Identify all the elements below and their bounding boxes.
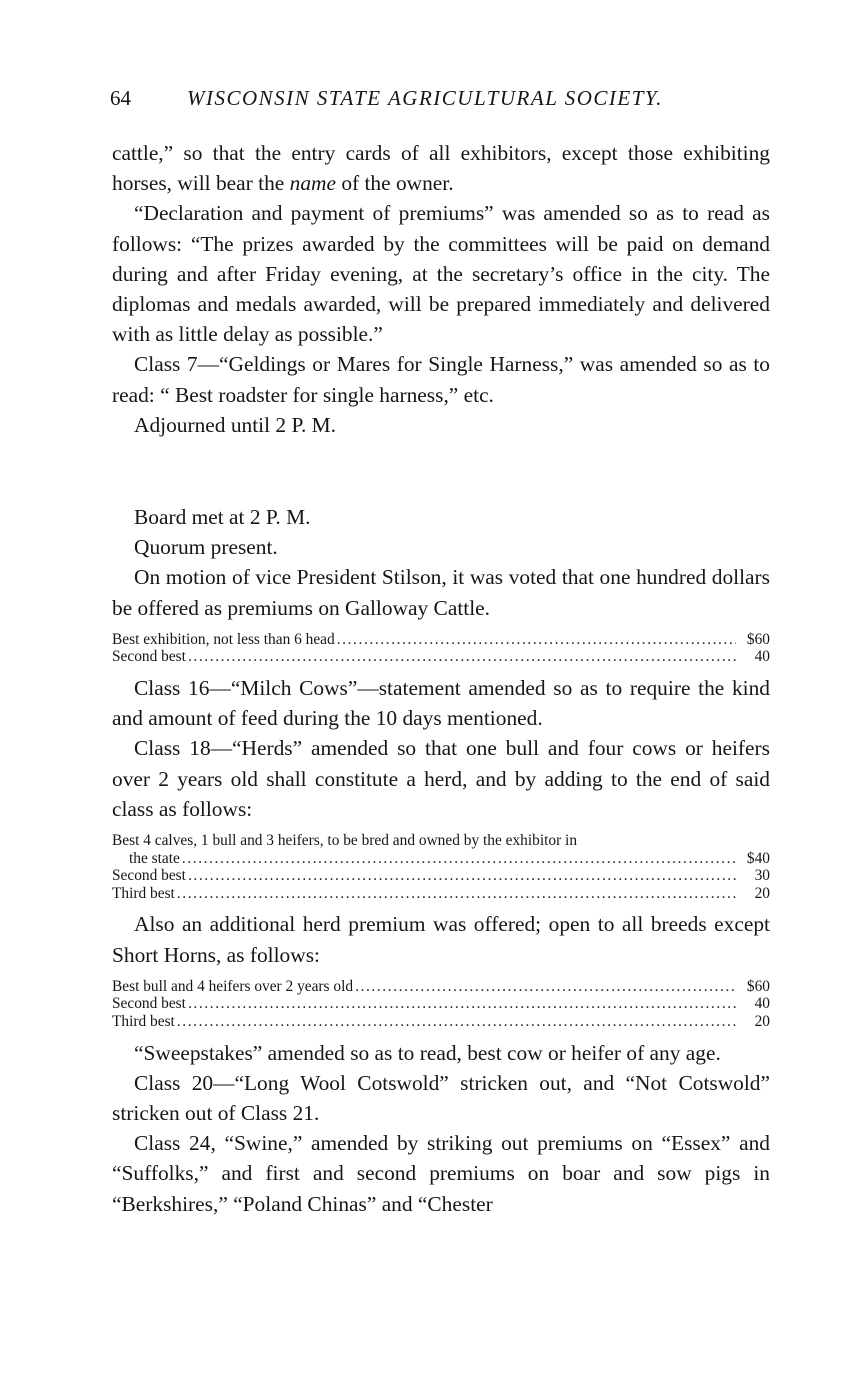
paragraph-class-7: Class 7—“Geldings or Mares for Single Harness,” was amended so as to read: “ Best roadster for single harness,” etc. — [112, 352, 770, 407]
premium-amount: 40 — [754, 648, 770, 666]
dot-leader — [182, 850, 736, 868]
premium-row — [112, 648, 770, 666]
dot-leader — [188, 867, 736, 885]
premium-label: Third best — [112, 1013, 175, 1031]
premium-row — [112, 995, 770, 1013]
page-header — [110, 86, 770, 116]
galloway-premium-list — [112, 631, 770, 666]
premium-heading-line: Best 4 calves, 1 bull and 3 heifers, to be bred and owned by the exhibitor in — [112, 832, 578, 850]
paragraph-board-met: Board met at 2 P. M. — [134, 505, 311, 530]
dot-leader — [188, 648, 736, 666]
premium-label: Best exhibition, not less than 6 head — [112, 630, 335, 648]
paragraph-text: cattle,” so that the entry cards of all exhibitors, except those exhibiting horses, will bear the — [112, 141, 770, 196]
paragraph-class-20: Class 20—“Long Wool Cotswold” stricken out, and “Not Cotswold” stricken out of Class 21. — [112, 1070, 770, 1126]
premium-row — [112, 1013, 770, 1031]
dot-leader — [177, 1013, 736, 1031]
premium-row — [112, 850, 770, 868]
premium-label: Second best — [112, 867, 186, 885]
paragraph-entry-cards — [112, 138, 770, 198]
premium-label: the state — [129, 849, 180, 867]
premium-amount: 40 — [754, 995, 770, 1013]
calves-premium-list — [112, 832, 770, 902]
paragraph-class-24: Class 24, “Swine,” amended by striking out premiums on “Essex” and “Suffolks,” and first and second premiums on boar and sow pigs in “Berkshires,” “Poland Chinas” and “Chester — [112, 1131, 770, 1216]
page-body — [112, 138, 770, 1219]
premium-amount: $60 — [746, 977, 770, 995]
herd-premium-list — [112, 978, 770, 1031]
dot-leader — [337, 631, 736, 649]
paragraph-text-end: of the owner. — [335, 171, 454, 196]
premium-label: Second best — [112, 648, 186, 666]
paragraph-declaration: “Declaration and payment of premiums” was amended so as to read as follows: “The prizes awarded by the committees will be paid on demand during and after Friday evening, at the secretary’s office in the city. The diplomas and medals awarded, will be prepared immediately and delivered with as little delay as possible.” — [112, 201, 770, 347]
paragraph-adjourned: Adjourned until 2 P. M. — [134, 412, 337, 437]
premium-amount: 30 — [754, 867, 770, 885]
premium-amount: $60 — [746, 630, 770, 648]
premium-label: Third best — [112, 884, 175, 902]
premium-row — [112, 631, 770, 649]
page-number: 64 — [110, 86, 131, 110]
premium-amount: $40 — [746, 849, 770, 867]
dot-leader — [355, 978, 736, 996]
paragraph-sweepstakes: “Sweepstakes” amended so as to read, best cow or heifer of any age. — [134, 1040, 721, 1065]
emphasis-name: name — [289, 171, 336, 196]
premium-row — [112, 867, 770, 885]
premium-row — [112, 978, 770, 996]
paragraph-class-18: Class 18—“Herds” amended so that one bull and four cows or heifers over 2 years old shall constitute a herd, and by adding to the end of said class as follows: — [112, 736, 770, 821]
running-title: WISCONSIN STATE AGRICULTURAL SOCIETY. — [187, 86, 663, 110]
dot-leader — [188, 995, 736, 1013]
premium-label: Best bull and 4 heifers over 2 years old — [112, 977, 354, 995]
paragraph-additional-herd: Also an additional herd premium was offered; open to all breeds except Short Horns, as follows: — [112, 912, 770, 967]
paragraph-quorum: Quorum present. — [134, 535, 278, 560]
premium-row — [112, 885, 770, 903]
premium-amount: 20 — [754, 1013, 770, 1031]
premium-label: Second best — [112, 995, 186, 1013]
paragraph-class-16: Class 16—“Milch Cows”—statement amended so as to require the kind and amount of feed during the 10 days mentioned. — [112, 676, 770, 731]
premium-amount: 20 — [754, 884, 770, 902]
dot-leader — [177, 885, 736, 903]
paragraph-galloway-motion: On motion of vice President Stilson, it was voted that one hundred dollars be offered as premiums on Galloway Cattle. — [112, 565, 770, 620]
